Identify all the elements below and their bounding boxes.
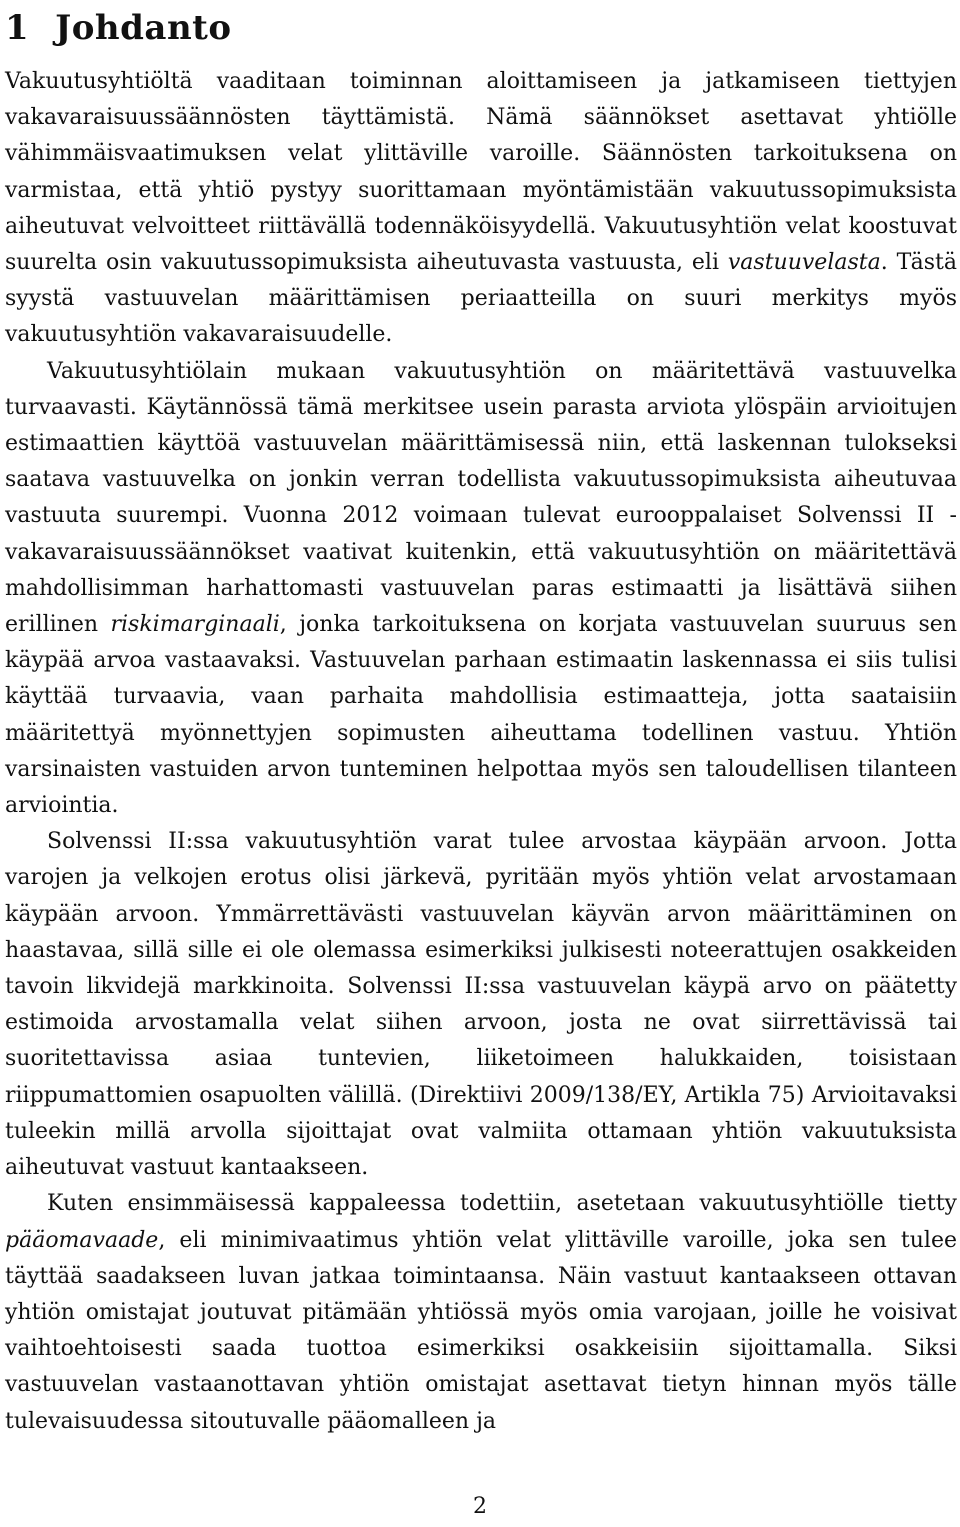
paragraph-4-text-a: Kuten ensimmäisessä kappaleessa todettiin, asetetaan vakuutusyhtiölle tietty: [47, 1191, 957, 1217]
body-text: [5, 64, 957, 1440]
page-number: 2: [473, 1494, 487, 1519]
section-heading: [5, 0, 957, 54]
paragraph-4-text-b: , eli minimivaatimus yhtiön velat ylittäville varoille, joka sen tulee täyttää saadakseen luvan jatkaa toimintaansa. Näin vastuut kantaakseen ottavan yhtiön omistajat joutuvat pitämään yhtiössä myös omia varojaan, joille he voisivat vaihtoehtoisesti saada tuottoa esimerkiksi osakkeisiin sijoittamalla. Siksi vastuuvelan vastaanottavan yhtiön omistajat asettavat tietyn hinnan myös tälle tulevaisuudessa sitoutuvalle pääomalleen ja: [5, 1227, 957, 1434]
paragraph-3-text: Solvenssi II:ssa vakuutusyhtiön varat tulee arvostaa käypään arvoon. Jotta varojen ja velkojen erotus olisi järkevä, pyritään myös yhtiön velat arvostamaan käypään arvoon. Ymmärrettävästi vastuuvelan käyvän arvon määrittäminen on haastavaa, sillä sille ei ole olemassa esimerkiksi julkisesti noteerattujen osakkeiden tavoin likvidejä markkinoita. Solvenssi II:ssa vastuuvelan käypä arvo on päätetty estimoida arvostamalla velat siihen arvoon, josta ne ovat siirrettävissä tai suoritettavissa asiaa tuntevien, liiketoimeen halukkaiden, toisistaan riippumattomien osapuolten välillä. (Direktiivi 2009/138/EY, Artikla 75) Arvioitavaksi tuleekin millä arvolla sijoittajat ovat valmiita ottamaan yhtiön vakuutuksista aiheutuvat vastuut kantaakseen.: [5, 829, 957, 1181]
paragraph-3: [5, 824, 957, 1186]
section-title: Johdanto: [55, 8, 232, 48]
term-paaomavaade: pääomavaade: [5, 1227, 159, 1253]
paragraph-1-text-a: Vakuutusyhtiöltä vaaditaan toiminnan aloittamiseen ja jatkamiseen tiettyjen vakavaraisuussäännösten täyttämistä. Nämä säännökset asettavat yhtiölle vähimmäisvaatimuksen velat ylittäville varoille. Säännösten tarkoituksena on varmistaa, että yhtiö pystyy suorittamaan myöntämistään vakuutussopimuksista aiheutuvat velvoitteet riittävällä todennäköisyydellä. Vakuutusyhtiön velat koostuvat suurelta osin vakuutussopimuksista aiheutuvasta vastuusta, eli: [5, 69, 957, 276]
paragraph-4: [5, 1186, 957, 1439]
paragraph-2: [5, 354, 957, 825]
document-page: [5, 0, 957, 1440]
term-vastuuvelasta: vastuuvelasta: [727, 250, 881, 276]
term-riskimarginaali: riskimarginaali: [110, 612, 280, 638]
paragraph-2-text-a: Vakuutusyhtiölain mukaan vakuutusyhtiön on määritettävä vastuuvelka turvaavasti. Käytännössä tämä merkitsee usein parasta arviota ylöspäin arvioitujen estimaattien käyttöä vastuuvelan määrittämisessä niin, että laskennan tulokseksi saatava vastuuvelka on jonkin verran todellista vakuutussopimuksista aiheutuvaa vastuuta suurempi. Vuonna 2012 voimaan tulevat eurooppalaiset Solvenssi II - vakavaraisuussäännökset vaativat kuitenkin, että vakuutusyhtiön on määritettävä mahdollisimman harhattomasti vastuuvelan paras estimaatti ja lisättävä siihen erillinen: [5, 358, 957, 638]
paragraph-1-text-b: . Tästä syystä vastuuvelan määrittämisen periaatteilla on suuri merkitys myös vakuutusyhtiön vakavaraisuudelle.: [5, 250, 957, 348]
section-number: 1: [5, 8, 30, 48]
paragraph-1: [5, 64, 957, 354]
paragraph-2-text-b: , jonka tarkoituksena on korjata vastuuvelan suuruus sen käypää arvoa vastaavaksi. Vastuuvelan parhaan estimaatin laskennassa ei siis tulisi käyttää turvaavia, vaan parhaita mahdollisia estimaatteja, jotta saataisiin määritettyä myönnettyjen sopimusten aiheuttama todellinen vastuu. Yhtiön varsinaisten vastuiden arvon tunteminen helpottaa myös sen taloudellisen tilanteen arviointia.: [5, 612, 957, 819]
